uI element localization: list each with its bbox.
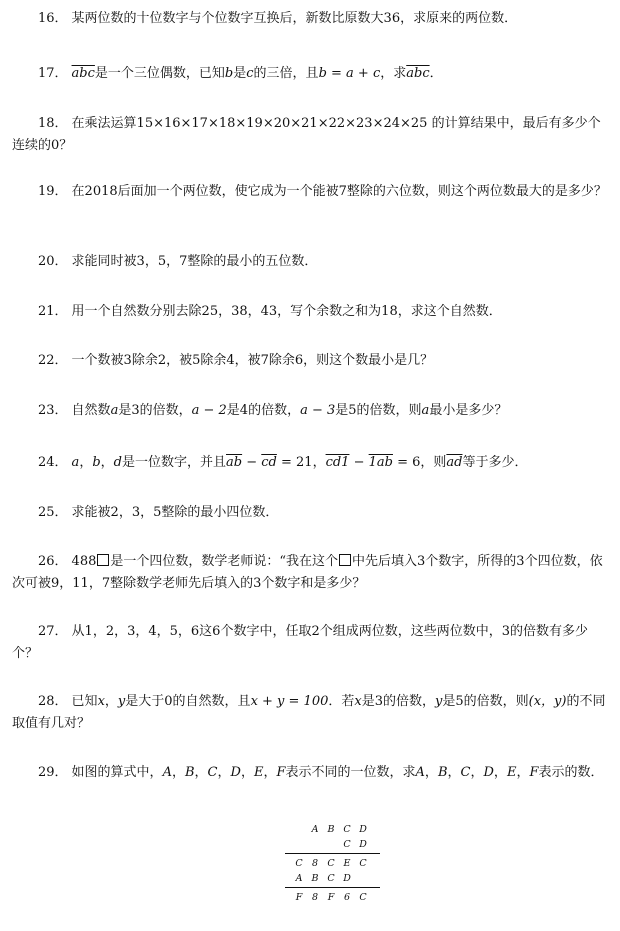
question-23: 23． 自然数a是3的倍数，a − 2是4的倍数，a − 3是5的倍数，则a最小是多少？ bbox=[38, 403, 508, 418]
question-20: 20． 求能同时被3，5，7整除的最小的五位数． bbox=[38, 254, 318, 269]
calc-row-multiplier: C D bbox=[343, 839, 367, 850]
blank-box-icon bbox=[97, 554, 109, 566]
question-24: 24． a，b，d是一位数字，并且$\overline{ab} - \overline{cd} = 21$，cd1 − 1ab = 6，则$\overline{ad}$等于多少． bbox=[38, 455, 528, 470]
calc-row-multiplicand: A B C D bbox=[311, 824, 367, 835]
question-26: 26． 488 是一个四位数，数学老师说：“我在这个 中先后填入3个数字，所得的3个四位数，依次可被9，11，7整除数学老师先后填入的3个数字和是多少？ bbox=[12, 554, 603, 591]
calc-row-partial-1: C 8 C E C bbox=[295, 858, 367, 869]
calc-row-partial-2: A B C D bbox=[295, 873, 351, 884]
question-25: 25． 求能被2，3，5整除的最小四位数． bbox=[38, 505, 279, 520]
question-27: 27． 从1，2，3，4，5，6这6个数字中，任取2个组成两位数，这些两位数中，3的倍数有多少个？ bbox=[12, 624, 588, 661]
calc-divider-line bbox=[285, 887, 380, 888]
calc-divider-line bbox=[285, 853, 380, 854]
question-28: 28． 已知x，y是大于0的自然数，且x + y = 100．若x是3的倍数，y是5的倍数，则(x，y)的不同取值有几对？ bbox=[12, 694, 606, 731]
question-19: 19． 在2018后面加一个两位数，使它成为一个能被7整除的六位数，则这个两位数最大的是多少？ bbox=[38, 184, 607, 199]
question-29: 29． 如图的算式中，A，B，C，D，E，F表示不同的一位数，求A，B，C，D，E，F表示的数． bbox=[38, 765, 604, 780]
blank-box-icon bbox=[339, 554, 351, 566]
question-17: 17． $\overline{abc}$是一个三位偶数，已知b是c的三倍，且b = a + c，求$\overline{abc}$． bbox=[38, 66, 443, 81]
question-21: 21． 用一个自然数分别去除25，38，43，写个余数之和为18，求这个自然数． bbox=[38, 304, 502, 319]
question-18: 18． 在乘法运算15×16×17×18×19×20×21×22×23×24×25 的计算结果中，最后有多少个连续的0？ bbox=[12, 116, 601, 153]
question-22: 22． 一个数被3除余2，被5除余4，被7除余6，则这个数最小是几？ bbox=[38, 353, 434, 368]
question-16: 16． 某两位数的十位数字与个位数字互换后，新数比原数大36，求原来的两位数． bbox=[38, 11, 518, 26]
calc-row-result: F 8 F 6 C bbox=[295, 892, 367, 903]
vertical-multiplication bbox=[285, 822, 380, 905]
